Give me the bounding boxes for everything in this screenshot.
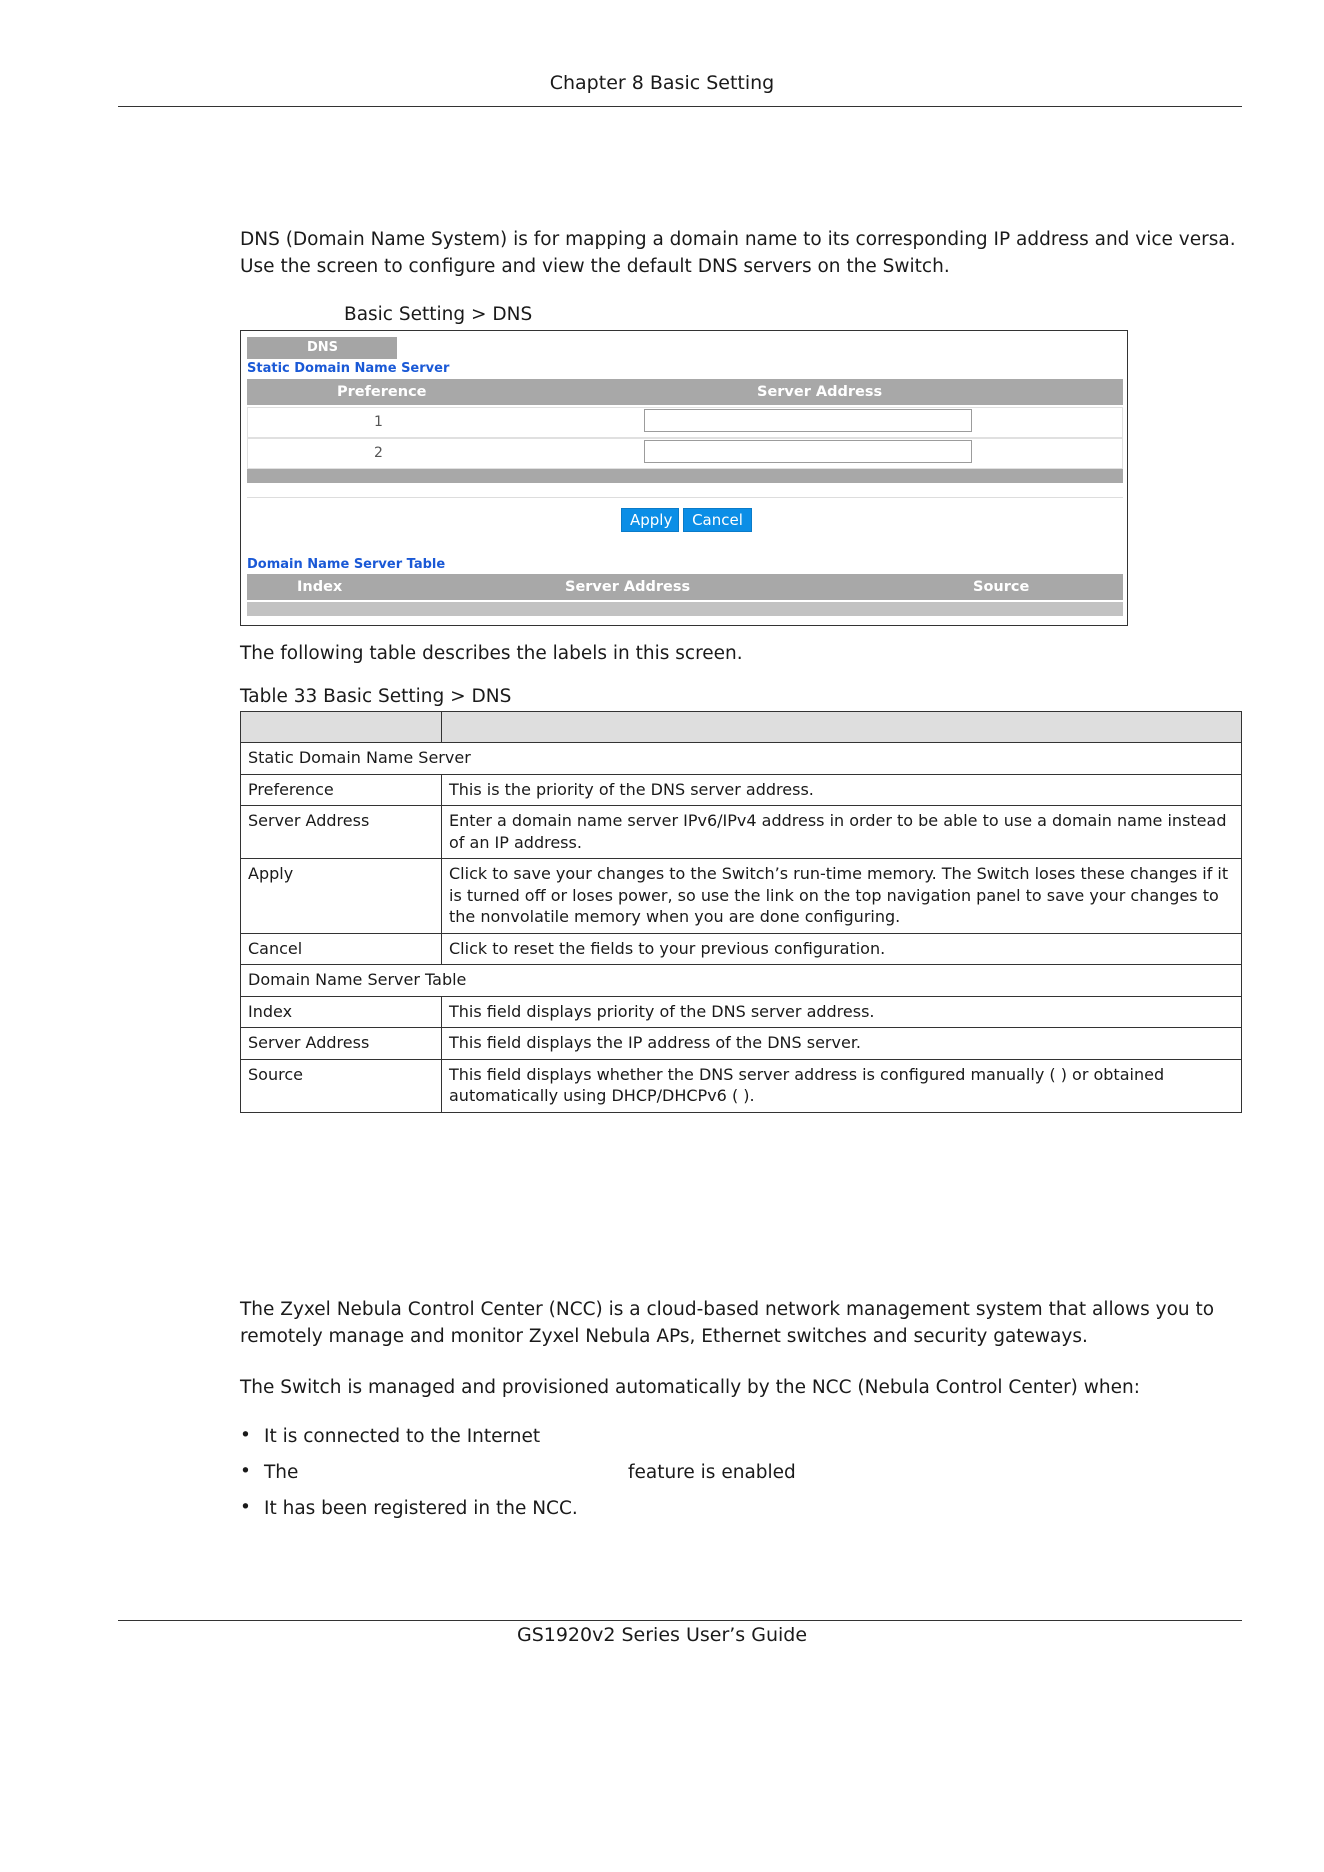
figure-caption: Basic Setting > DNS — [344, 304, 533, 325]
preference-table-footer — [247, 469, 1123, 483]
tab-dns[interactable] — [247, 337, 397, 359]
table-header-row — [241, 712, 1242, 743]
row-label: Server Address — [241, 1028, 442, 1060]
server-address-input-1[interactable] — [644, 409, 972, 432]
table-row — [241, 1028, 1242, 1060]
dns-table-footer — [247, 602, 1123, 616]
bullet-icon: • — [240, 1425, 251, 1446]
ncc-paragraph: The Zyxel Nebula Control Center (NCC) is a cloud-based network management system that allows you to remotely manage and monitor Zyxel Nebula APs, Ethernet switches and security gateways. — [240, 1299, 1215, 1347]
button-divider — [247, 497, 1123, 498]
table-row — [241, 806, 1242, 859]
page-header: Chapter 8 Basic Setting — [549, 72, 775, 94]
section-row-static: Static Domain Name Server — [241, 743, 1242, 775]
row-label: Preference — [241, 774, 442, 806]
list-item-text-tail: feature is enabled — [628, 1462, 796, 1483]
preference-value: 1 — [374, 414, 383, 430]
row-description: This field displays whether the DNS server address is configured manually ( ) or obtained automatically using DHCP/DHCPv6 ( ). — [442, 1059, 1242, 1112]
row-label: Cancel — [241, 933, 442, 965]
row-label: Server Address — [241, 806, 442, 859]
page-footer: GS1920v2 Series User’s Guide — [516, 1624, 808, 1646]
header-cell-description — [442, 712, 1242, 743]
row-description: This field displays priority of the DNS server address. — [442, 996, 1242, 1028]
bullet-icon: • — [240, 1497, 251, 1518]
table-intro: The following table describes the labels in this screen. — [240, 643, 743, 664]
row-description: Click to save your changes to the Switch’s run-time memory. The Switch loses these changes if it is turned off or loses power, so use the link on the top navigation panel to save your changes to the nonvolatile memory when you are done configuring. — [442, 859, 1242, 934]
table-row — [241, 1059, 1242, 1112]
list-item-text: It is connected to the Internet — [264, 1426, 541, 1447]
static-dns-section-title: Static Domain Name Server — [247, 361, 450, 376]
table-row — [241, 774, 1242, 806]
row-label: Apply — [241, 859, 442, 934]
row-description: This field displays the IP address of the DNS server. — [442, 1028, 1242, 1060]
table-row — [241, 996, 1242, 1028]
table-caption: Table 33 Basic Setting > DNS — [240, 686, 512, 707]
ncc-conditions-intro: The Switch is managed and provisioned automatically by the NCC (Nebula Control Center) when: — [240, 1377, 1140, 1398]
table-row — [241, 933, 1242, 965]
column-header-server-address: Server Address — [757, 384, 883, 400]
table-row — [247, 407, 1123, 438]
list-item-text-head: The — [264, 1462, 299, 1483]
row-description: This is the priority of the DNS server address. — [442, 774, 1242, 806]
table-row — [247, 438, 1123, 469]
tab-dns-label: DNS — [307, 340, 339, 355]
table-row — [241, 965, 1242, 997]
server-address-input-2[interactable] — [644, 440, 972, 463]
row-description: Enter a domain name server IPv6/IPv4 address in order to be able to use a domain name instead of an IP address. — [442, 806, 1242, 859]
column-header-index: Index — [297, 579, 343, 595]
label-description-table — [240, 711, 1242, 1113]
column-header-source: Source — [973, 579, 1030, 595]
bullet-icon: • — [240, 1461, 251, 1482]
dns-screenshot — [240, 330, 1128, 626]
table-row — [241, 859, 1242, 934]
apply-button[interactable]: Apply — [621, 508, 679, 532]
column-header-server-address: Server Address — [565, 579, 691, 595]
header-cell-label — [241, 712, 442, 743]
table-row — [241, 743, 1242, 775]
preference-value: 2 — [374, 445, 383, 461]
section-row-table: Domain Name Server Table — [241, 965, 1242, 997]
row-description: Click to reset the fields to your previous configuration. — [442, 933, 1242, 965]
cancel-button[interactable]: Cancel — [683, 508, 752, 532]
header-divider — [118, 106, 1242, 107]
list-item-text: It has been registered in the NCC. — [264, 1498, 578, 1519]
preference-table-header — [247, 379, 1123, 405]
dns-table-section-title: Domain Name Server Table — [247, 557, 446, 572]
intro-paragraph: DNS (Domain Name System) is for mapping a domain name to its corresponding IP address and vice versa. Use the screen to configure and view the default DNS servers on the Switch. — [240, 229, 1236, 277]
row-label: Index — [241, 996, 442, 1028]
footer-divider — [118, 1620, 1242, 1621]
dns-table-header — [247, 574, 1123, 600]
row-label: Source — [241, 1059, 442, 1112]
column-header-preference: Preference — [337, 384, 427, 400]
